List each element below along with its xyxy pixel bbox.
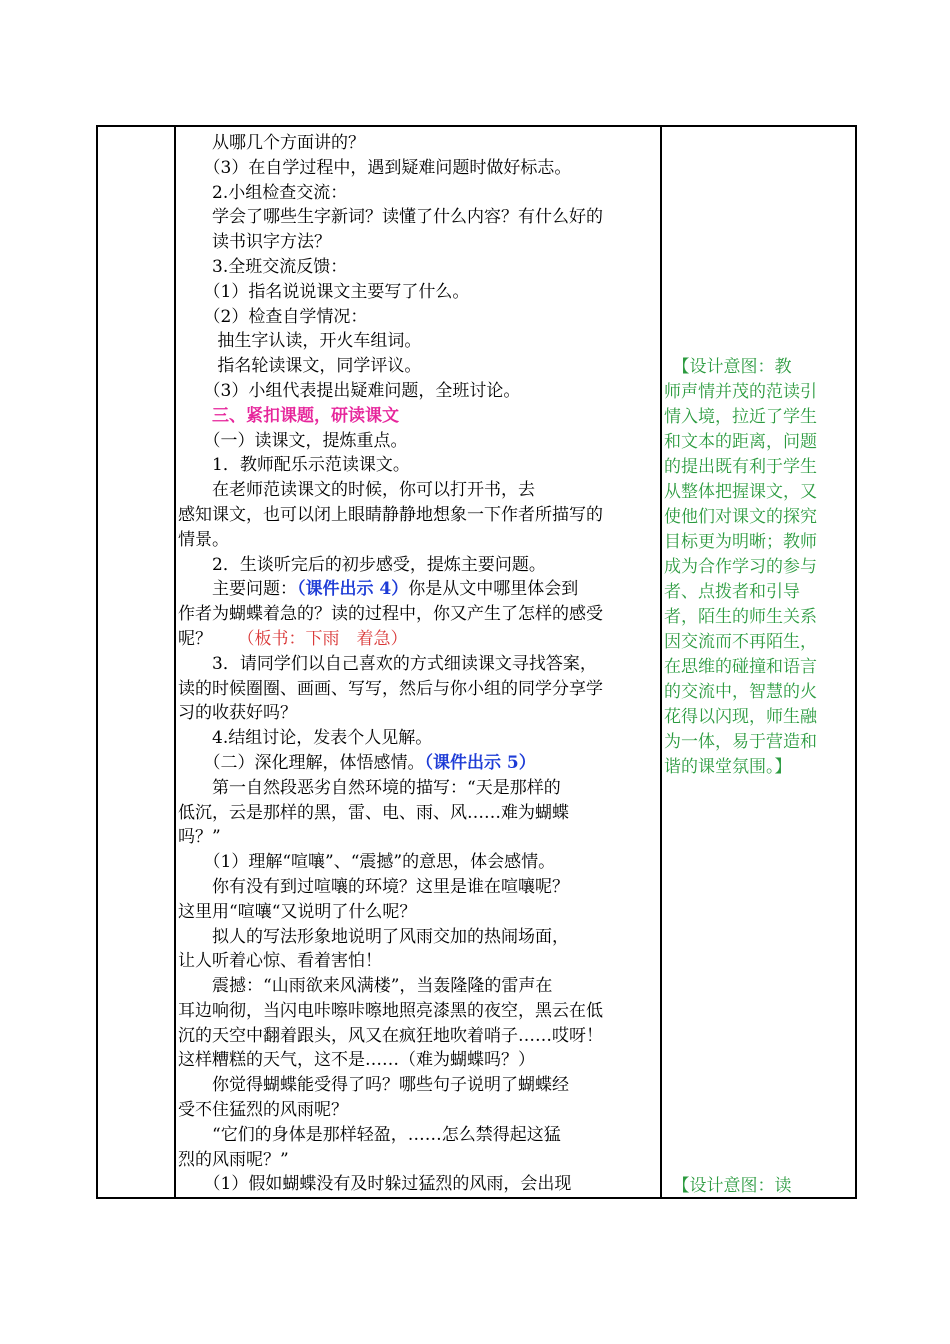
paragraph-line: 感知课文，也可以闭上眼睛静静地想象一下作者所描写的 (178, 504, 603, 525)
lesson-line: 3.全班交流反馈： (178, 256, 348, 277)
paragraph-line: 在老师范读课文的时候，你可以打开书，去 (212, 480, 535, 501)
paragraph-line: 耳边响彻，当闪电咔嚓咔嚓地照亮漆黑的夜空，黑云在低 (178, 1000, 603, 1021)
design-note-line: 使他们对课文的探究 (664, 507, 817, 527)
lesson-line: 从哪几个方面讲的？ (178, 133, 365, 153)
design-note-2 (664, 1174, 850, 1199)
design-note-line: 的交流中，智慧的火 (664, 682, 817, 702)
lesson-body (176, 127, 660, 1197)
paragraph-line: 情景。 (178, 529, 229, 550)
lesson-line: （3）小组代表提出疑难问题，全班讨论。 (178, 380, 521, 401)
design-note-line: 因交流而不再陌生， (664, 632, 817, 652)
paragraph-line: （1）假如蝴蝶没有及时躲过猛烈的风雨，会出现 (212, 1174, 572, 1195)
design-note-line: 成为合作学习的参与 (664, 557, 817, 577)
main-question-text: 你是从文中哪里体会到 (408, 579, 579, 600)
subsection-title: （一）读课文，提炼重点。 (212, 430, 408, 451)
quote-line: 低沉，云是那样的黑，雷、电、雨、风……难为蝴蝶 (178, 802, 569, 823)
lesson-line: 抽生字认读，开火车组词。 (178, 331, 422, 352)
design-note-line: 花得以闪现，师生融 (664, 707, 817, 727)
courseware-tag: （课件出示 5） (424, 752, 536, 773)
lesson-line: 2.小组检查交流： (178, 182, 348, 203)
design-note-line: 目标更为明晰；教师 (664, 532, 817, 552)
design-note-line: 【设计意图：读 (664, 1176, 792, 1196)
design-note-line: 师声情并茂的范读引 (664, 382, 817, 402)
lesson-line: 指名轮读课文，同学评议。 (178, 356, 422, 377)
quote-line: 第一自然段恶劣自然环境的描写：“天是那样的 (212, 777, 561, 798)
design-note-line: 和文本的距离，问题 (664, 432, 817, 452)
paragraph-line: 拟人的写法形象地说明了风雨交加的热闹场面， (212, 926, 569, 947)
paragraph-line: 你有没有到过喧嚷的环境？这里是谁在喧嚷呢？ (212, 876, 569, 897)
design-note-line: 【设计意图：教 (664, 357, 792, 377)
paragraph-line: 这里用“喧嚷“又说明了什么呢？ (178, 901, 417, 922)
paragraph-line: 让人听着心惊、看着害怕！ (178, 951, 382, 972)
lesson-line: （3）在自学过程中，遇到疑难问题时做好标志。 (178, 157, 572, 178)
design-note-line: 者，陌生的师生关系 (664, 607, 817, 627)
paragraph-line: 震撼：“山雨欲来风满楼”，当轰隆隆的雷声在 (212, 976, 553, 997)
step-text: 3．请同学们以自己喜欢的方式细读课文寻找答案， (212, 653, 597, 674)
paragraph-line: 这样糟糕的天气，这不是……（难为蝴蝶吗？） (178, 1050, 535, 1071)
courseware-tag: （课件出示 4） (297, 579, 409, 600)
design-note-line: 者、点拨者和引导 (664, 582, 800, 602)
lesson-line: 学会了哪些生字新词？读懂了什么内容？有什么好的 (178, 207, 603, 228)
lesson-line: （1）指名说说课文主要写了什么。 (178, 281, 470, 302)
design-note-line: 从整体把握课文，又 (664, 482, 817, 502)
design-note-line: 的提出既有利于学生 (664, 457, 817, 477)
design-note-line: 情入境，拉近了学生 (664, 407, 817, 427)
lesson-content-column (175, 126, 661, 1198)
paragraph-line: 习的收获好吗？ (178, 703, 297, 724)
paragraph-line: 你觉得蝴蝶能受得了吗？哪些句子说明了蝴蝶经 (212, 1075, 569, 1096)
lesson-line: 读书识字方法？ (178, 232, 331, 253)
paragraph-line: 受不住猛烈的风雨呢？ (178, 1100, 348, 1121)
design-notes-column (661, 126, 856, 1198)
board-note: （板书：下雨 着急） (246, 628, 408, 649)
paragraph-line: 读的时候圈圈、画画、写写，然后与你小组的同学分享学 (178, 678, 603, 699)
paragraph-line: 沉的天空中翻着跟头，风又在疯狂地吹着哨子……哎呀！ (178, 1025, 603, 1046)
design-note-1 (664, 355, 850, 780)
quote-line: 烈的风雨呢？” (178, 1149, 289, 1170)
quote-line: “它们的身体是那样轻盈，……怎么禁得起这猛 (212, 1124, 561, 1145)
quote-line: 吗？” (178, 827, 221, 848)
step-text: 1．教师配乐示范读课文。 (212, 455, 410, 476)
step-text: 4.结组讨论，发表个人见解。 (212, 728, 433, 749)
lesson-plan-table (96, 125, 857, 1199)
design-note-line: 在思维的碰撞和语言 (664, 657, 817, 677)
paragraph-line: 呢？ (178, 628, 212, 649)
design-note-line: 谐的课堂氛围。】 (664, 757, 792, 777)
item-text: （1）理解“喧嚷”、“震撼”的意思，体会感情。 (212, 852, 556, 873)
left-blank-column (97, 126, 175, 1198)
design-note-line: 为一体，易于营造和 (664, 732, 817, 752)
step-text: 2．生谈听完后的初步感受，提炼主要问题。 (212, 554, 546, 575)
main-question-label: 主要问题： (212, 579, 297, 600)
lesson-line: （2）检查自学情况： (178, 306, 368, 327)
subsection-title: （二）深化理解，体悟感情。 (212, 752, 425, 773)
paragraph-line: 作者为蝴蝶着急的？读的过程中，你又产生了怎样的感受 (178, 604, 603, 625)
section-heading: 三、紧扣课题，研读课文 (212, 405, 399, 426)
